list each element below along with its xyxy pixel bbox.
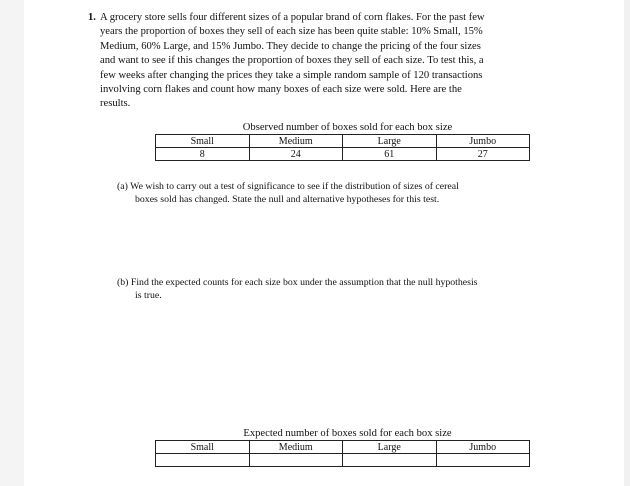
- header-cell-large: Large: [343, 135, 437, 148]
- answer-cell-jumbo: [436, 454, 530, 467]
- value-cell-large: 61: [343, 148, 437, 161]
- answer-cell-small: [156, 454, 250, 467]
- header-cell-jumbo: Jumbo: [436, 441, 530, 454]
- table-header-row: [156, 441, 530, 454]
- header-cell-small: Small: [156, 441, 250, 454]
- expected-table-caption: Expected number of boxes sold for each box size: [243, 428, 452, 439]
- header-cell-small: Small: [156, 135, 250, 148]
- expected-table: [155, 440, 530, 467]
- header-cell-medium: Medium: [249, 135, 343, 148]
- observed-table-block: [155, 122, 530, 161]
- question-line: few weeks after changing the prices they take a simple random sample of 120 transactions: [100, 69, 483, 81]
- part-a-line: (a) We wish to carry out a test of significance to see if the distribution of sizes of cereal: [117, 181, 459, 192]
- question-number: 1.: [88, 12, 96, 23]
- observed-table: [155, 134, 530, 161]
- question-line: A grocery store sells four different sizes of a popular brand of corn flakes. For the past few: [100, 12, 485, 23]
- part-b: [117, 276, 577, 302]
- value-cell-jumbo: 27: [436, 148, 530, 161]
- page-right-margin: [624, 0, 630, 486]
- header-cell-jumbo: Jumbo: [436, 135, 530, 148]
- question-line: and want to see if this changes the proportion of boxes they sell of each size. To test this, a: [100, 55, 484, 67]
- part-b-line: is true.: [135, 290, 162, 301]
- question-line: results.: [100, 98, 131, 110]
- question-line: years the proportion of boxes they sell of each size has been quite stable: 10% Small, 15%: [100, 26, 483, 38]
- part-b-line: (b) Find the expected counts for each size box under the assumption that the null hypothesis: [117, 277, 478, 288]
- table-row: [156, 148, 530, 161]
- expected-table-block: [155, 428, 530, 467]
- question-line: involving corn flakes and count how many boxes of each size were sold. Here are the: [100, 84, 462, 96]
- part-a: [117, 180, 577, 206]
- header-cell-medium: Medium: [249, 441, 343, 454]
- part-a-line: boxes sold has changed. State the null and alternative hypotheses for this test.: [135, 194, 440, 205]
- answer-cell-large: [343, 454, 437, 467]
- table-row: [156, 454, 530, 467]
- value-cell-small: 8: [156, 148, 250, 161]
- answer-cell-medium: [249, 454, 343, 467]
- question-line: Medium, 60% Large, and 15% Jumbo. They decide to change the pricing of the four sizes: [100, 40, 481, 52]
- table-header-row: [156, 135, 530, 148]
- value-cell-medium: 24: [249, 148, 343, 161]
- header-cell-large: Large: [343, 441, 437, 454]
- observed-table-caption: Observed number of boxes sold for each box size: [242, 122, 453, 133]
- question-text: [100, 11, 576, 112]
- page-left-margin: [0, 0, 24, 486]
